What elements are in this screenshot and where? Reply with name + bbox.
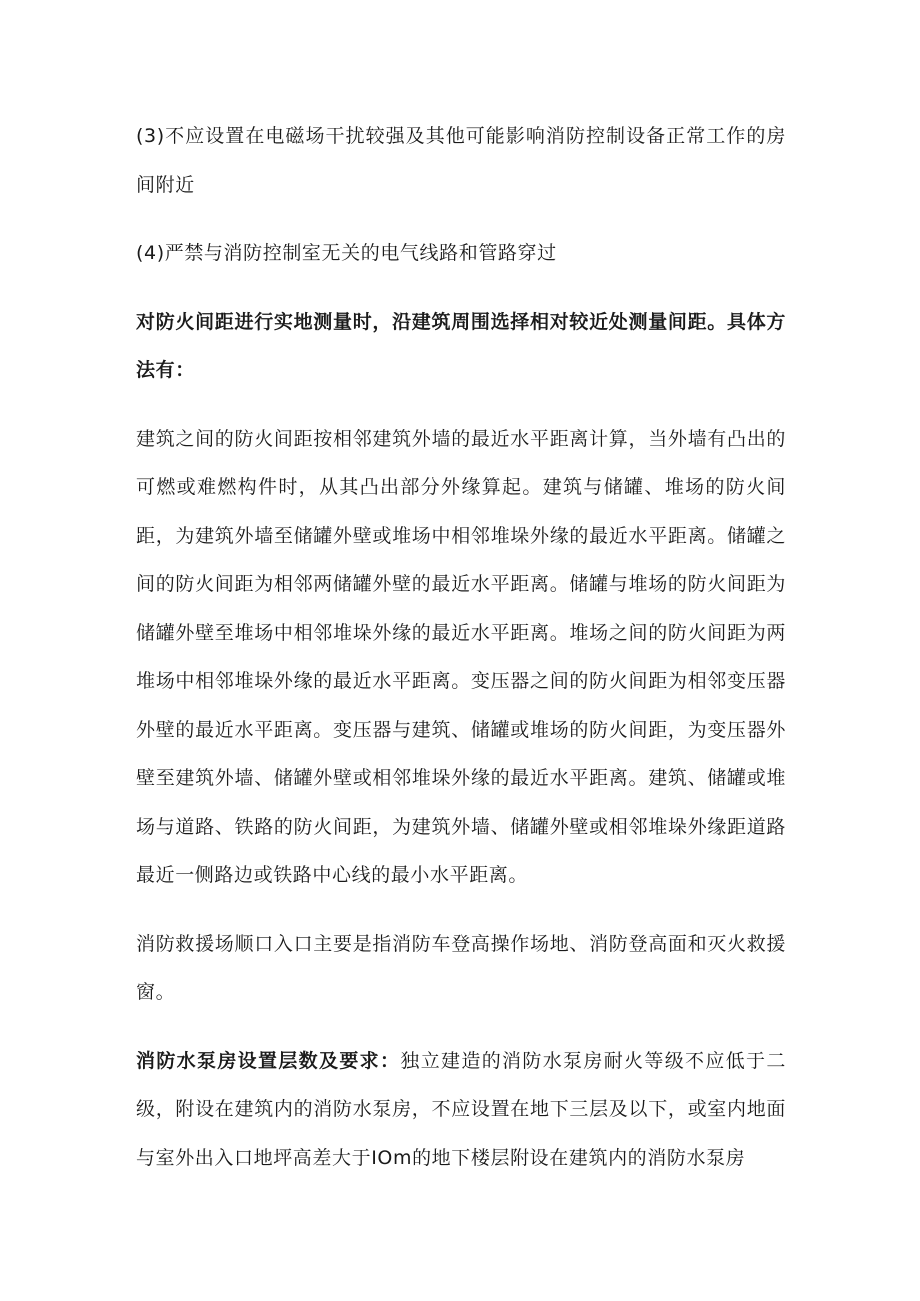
document-body <box>136 112 786 1182</box>
paragraph-text: 建筑之间的防火间距按相邻建筑外墙的最近水平距离计算，当外墙有凸出的可燃或难燃构件时，从其凸出部分外缘算起。建筑与储罐、堆场的防火间距，为建筑外墙至储罐外壁或堆场中相邻堆垛外缘的最近水平距离。储罐之间的防火间距为相邻两储罐外壁的最近水平距离。储罐与堆场的防火间距为储罐外壁至堆场中相邻堆垛外缘的最近水平距离。堆场之间的防火间距为两堆场中相邻堆垛外缘的最近水平距离。变压器之间的防火间距为相邻变压器外壁的最近水平距离。变压器与建筑、储罐或堆场的防火间距，为变压器外壁至建筑外墙、储罐外壁或相邻堆垛外缘的最近水平距离。建筑、储罐或堆场与道路、铁路的防火间距，为建筑外墙、储罐外壁或相邻堆垛外缘距道路最近一侧路边或铁路中心线的最小水平距离。 <box>136 427 786 886</box>
inline-heading: 消防水泵房设置层数及要求： <box>136 1049 401 1072</box>
paragraph-text: (3)不应设置在电磁场干扰较强及其他可能影响消防控制设备正常工作的房间附近 <box>136 125 786 196</box>
paragraph-text: (4)严禁与消防控制室无关的电气线路和管路穿过 <box>136 242 557 264</box>
section-heading-fire-spacing <box>136 298 786 395</box>
paragraph-text: 独立建造的消防水泵房耐火等级不应低于二级，附设在建筑内的消防水泵房，不应设置在地下三层及以下，或室内地面与室外出入口地坪高差大于IOm的地下楼层附设在建筑内的消防水泵房 <box>136 1049 786 1169</box>
paragraph-rescue-entrance <box>136 920 786 1017</box>
paragraph-pump-room <box>136 1037 786 1183</box>
paragraph-item-4 <box>136 229 786 278</box>
paragraph-item-3 <box>136 112 786 209</box>
heading-text: 对防火间距进行实地测量时，沿建筑周围选择相对较近处测量间距。具体方法有： <box>136 310 786 381</box>
paragraph-text: 消防救援场顺口入口主要是指消防车登高操作场地、消防登高面和灭火救援窗。 <box>136 932 786 1003</box>
paragraph-fire-spacing-methods <box>136 415 786 900</box>
